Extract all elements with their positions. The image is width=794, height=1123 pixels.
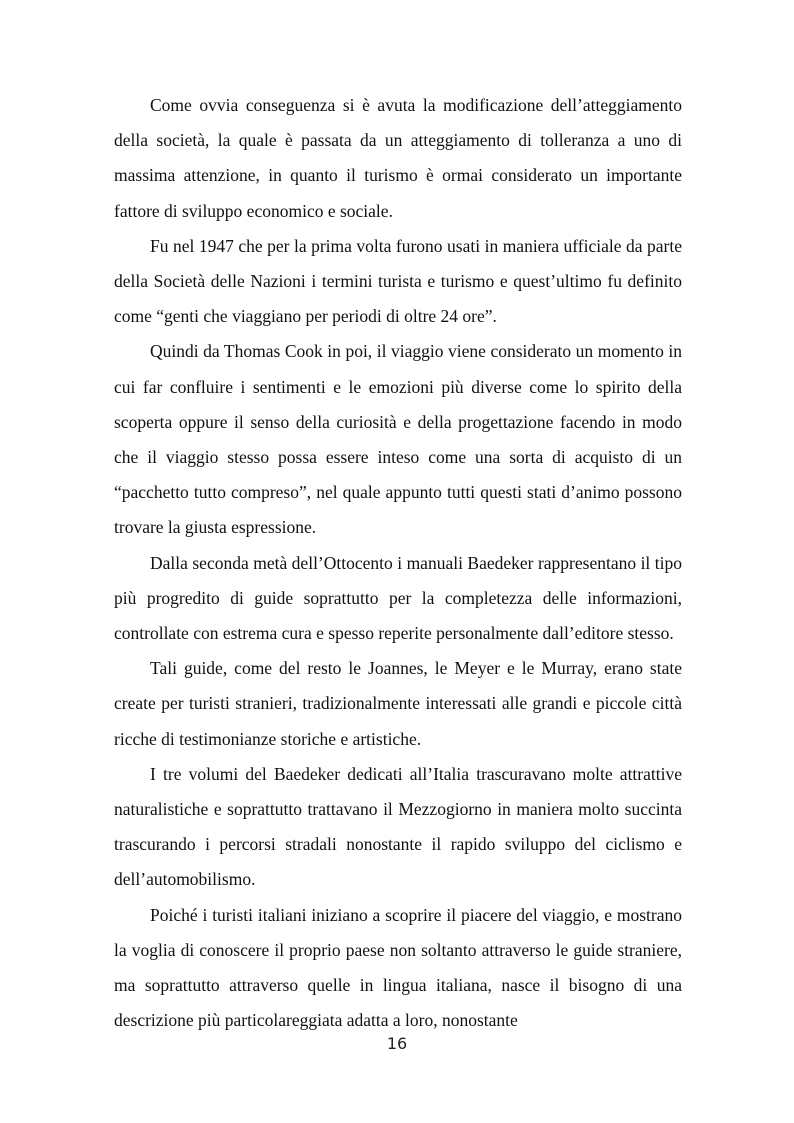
paragraph: Come ovvia conseguenza si è avuta la modificazione dell’atteggiamento della società, la quale è passata da un atteggiamento di tolleranza a uno di massima attenzione, in quanto il turismo è ormai considerato un importante fattore di sviluppo economico e sociale.: [114, 95, 682, 221]
paragraph: Dalla seconda metà dell’Ottocento i manuali Baedeker rappresentano il tipo più progredito di guide soprattutto per la completezza delle informazioni, controllate con estrema cura e spesso reperite personalmente dall’editore stesso.: [114, 552, 682, 644]
paragraph: I tre volumi del Baedeker dedicati all’Italia trascuravano molte attrattive naturalistiche e soprattutto trattavano il Mezzogiorno in maniera molto succinta trascurando i percorsi stradali nonostante il rapido sviluppo del ciclismo e dell’automobilismo.: [114, 763, 682, 890]
page-number: 16: [386, 1034, 408, 1053]
paragraph: Fu nel 1947 che per la prima volta furono usati in maniera ufficiale da parte della Società delle Nazioni i termini turista e turismo e quest’ultimo fu definito come “genti che viaggiano per periodi di oltre 24 ore”.: [114, 235, 682, 327]
paragraph: Poiché i turisti italiani iniziano a scoprire il piacere del viaggio, e mostrano la voglia di conoscere il proprio paese non soltanto attraverso le guide straniere, ma soprattutto attraverso quelle in lingua italiana, nasce il bisogno di una descrizione più particolareggiata adatta a loro, nonostante: [114, 904, 682, 1031]
paragraph: Tali guide, come del resto le Joannes, le Meyer e le Murray, erano state create per turisti stranieri, tradizionalmente interessati alle grandi e piccole città ricche di testimonianze storiche e artistiche.: [114, 658, 682, 749]
body-text: [114, 88, 682, 1038]
paragraph: Quindi da Thomas Cook in poi, il viaggio viene considerato un momento in cui far confluire i sentimenti e le emozioni più diverse come lo spirito della scoperta oppure il senso della curiosità e della progettazione facendo in modo che il viaggio stesso possa essere inteso come una sorta di acquisto di un “pacchetto tutto compreso”, nel quale appunto tutti questi stati d’animo possono trovare la giusta espressione.: [114, 341, 682, 538]
